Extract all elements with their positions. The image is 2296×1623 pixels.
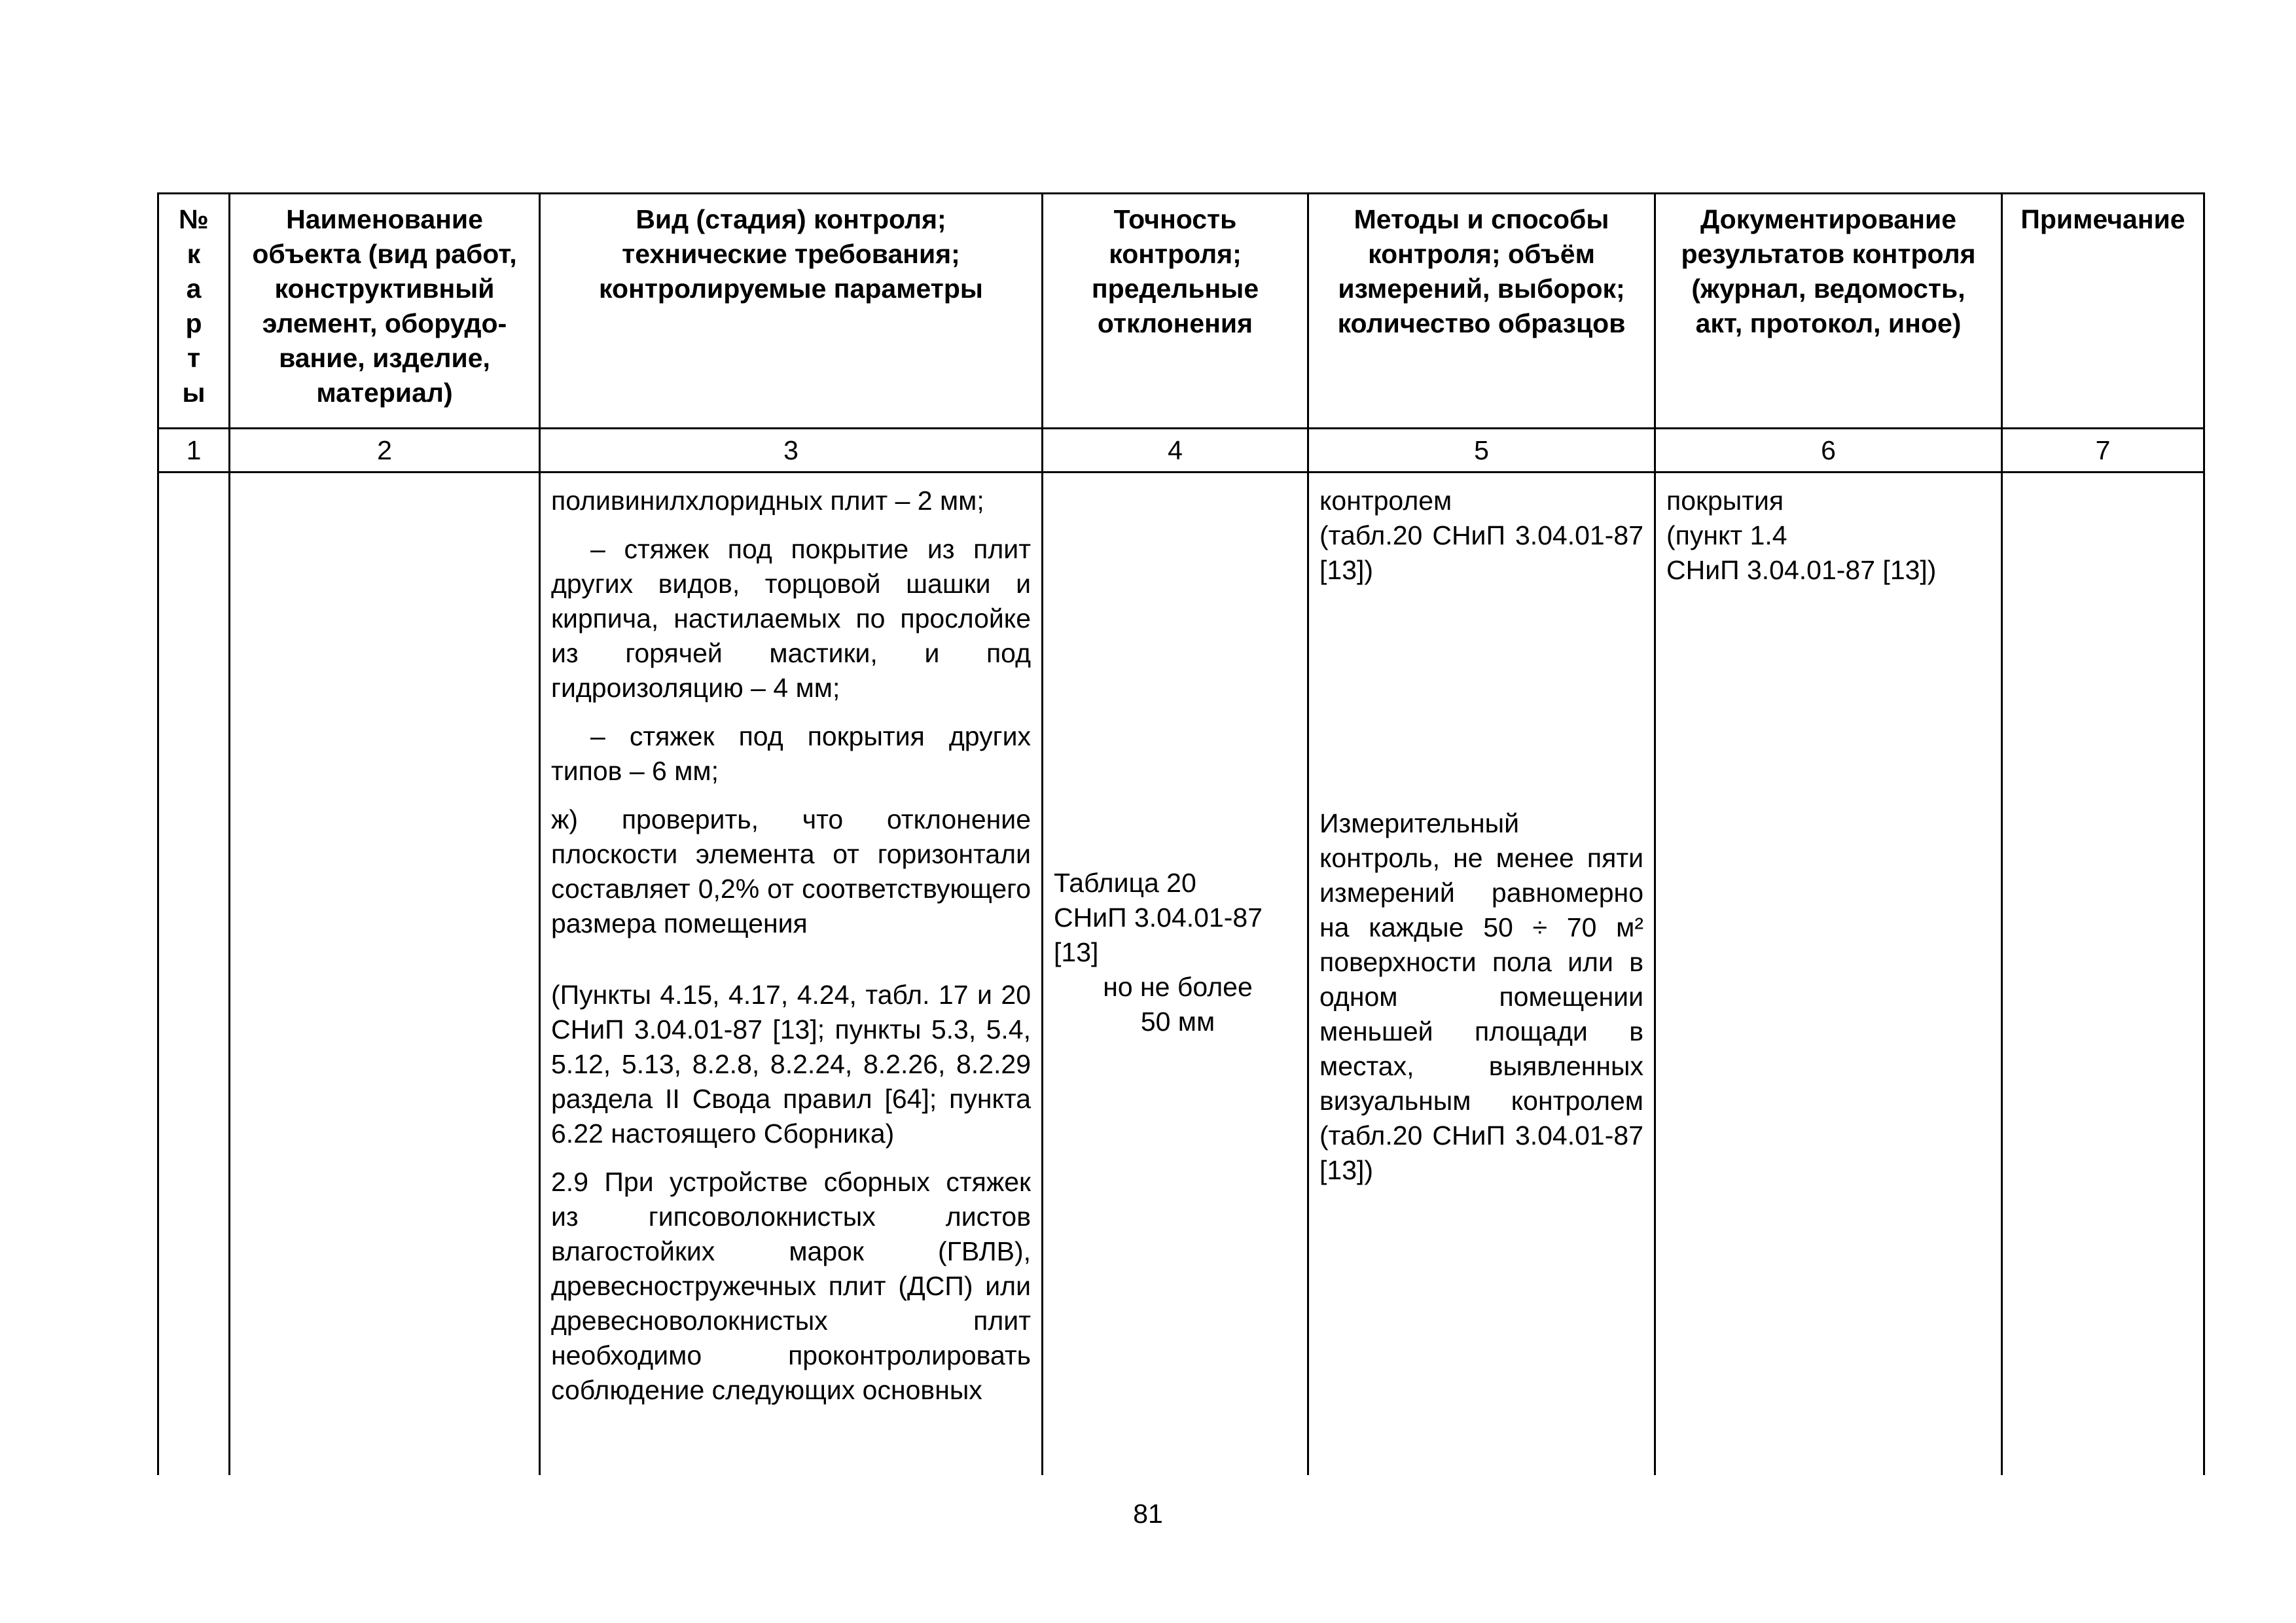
body-requirements-cell: [540, 473, 1043, 1476]
header-card-number: № к а р т ы: [158, 194, 230, 429]
column-number: 3: [540, 429, 1043, 473]
requirement-text: 2.9 При устройстве сборных стяжек из гипсоволокнистых листов влагостойких марок (ГВЛВ), древесностружечных плит (ДСП) или древесноволокнистых плит необходимо проконтролировать соблюдение следующих основных: [551, 1167, 1031, 1405]
header-object-name: Наименование объекта (вид работ, конструктивный элемент, оборудо- вание, изделие, материал): [230, 194, 540, 429]
method-text: контролем: [1319, 486, 1452, 516]
header-note: Примечание: [2002, 194, 2204, 429]
accuracy-text: 50 мм: [1140, 1007, 1215, 1037]
accuracy-text: СНиП 3.04.01-87: [1054, 902, 1263, 933]
column-number-row: [158, 429, 2204, 473]
requirement-references: (Пункты 4.15, 4.17, 4.24, табл. 17 и 20 СНиП 3.04.01-87 [13]; пункты 5.3, 5.4, 5.12, 5.13, 8.2.8, 8.2.24, 8.2.26, 8.2.29 раздела II Свода правил [64]; пункта 6.22 настоящего Сборника): [551, 980, 1031, 1149]
body-row: [158, 473, 2204, 1476]
spacer: [1054, 484, 1302, 866]
column-number: 5: [1308, 429, 1655, 473]
column-number: 4: [1043, 429, 1308, 473]
header-accuracy: Точность контроля; предельные отклонения: [1043, 194, 1308, 429]
requirement-text: – стяжек под покрытие из плит других видов, торцовой шашки и кирпича, настилаемых по прослойке из горячей мастики, и под гидроизоляцию – 4 мм;: [551, 534, 1031, 703]
column-number: 6: [1655, 429, 2002, 473]
accuracy-text: Таблица 20: [1054, 868, 1196, 898]
header-methods: Методы и способы контроля; объём измерений, выборок; количество образцов: [1308, 194, 1655, 429]
column-number: 7: [2002, 429, 2204, 473]
body-note-cell: [2002, 473, 2204, 1476]
documentation-text: (пункт 1.4: [1666, 520, 1787, 550]
header-documentation: Документирование результатов контроля (журнал, ведомость, акт, протокол, иное): [1655, 194, 2002, 429]
body-card-number-cell: [158, 473, 230, 1476]
column-number: 1: [158, 429, 230, 473]
requirement-text: поливинилхлоридных плит – 2 мм;: [551, 486, 984, 516]
body-object-cell: [230, 473, 540, 1476]
body-documentation-cell: [1655, 473, 2002, 1476]
documentation-text: СНиП 3.04.01-87 [13]): [1666, 555, 1937, 585]
control-table: [157, 192, 2205, 1475]
page-number: 81: [1133, 1499, 1163, 1529]
accuracy-text: [13]: [1054, 937, 1099, 967]
requirement-text: – стяжек под покрытия других типов – 6 мм;: [551, 721, 1031, 786]
body-methods-cell: [1308, 473, 1655, 1476]
spacer: [1319, 601, 1643, 806]
column-number: 2: [230, 429, 540, 473]
header-row: [158, 194, 2204, 429]
accuracy-text: но не более: [1103, 972, 1253, 1002]
header-control-type: Вид (стадия) контроля; технические требования; контролируемые параметры: [540, 194, 1043, 429]
method-text: (табл.20 СНиП 3.04.01-87 [13]): [1319, 520, 1643, 585]
method-text: Измерительный контроль, не менее пяти измерений равномерно на каждые 50 ÷ 70 м² поверхности пола или в одном помещении меньшей площади в местах, выявленных визуальным контролем (табл.20 СНиП 3.04.01-87 [13]): [1319, 808, 1643, 1185]
documentation-text: покрытия: [1666, 486, 1784, 516]
body-accuracy-cell: [1043, 473, 1308, 1476]
requirement-text: ж) проверить, что отклонение плоскости элемента от горизонтали составляет 0,2% от соответствующего размера помещения: [551, 804, 1031, 938]
